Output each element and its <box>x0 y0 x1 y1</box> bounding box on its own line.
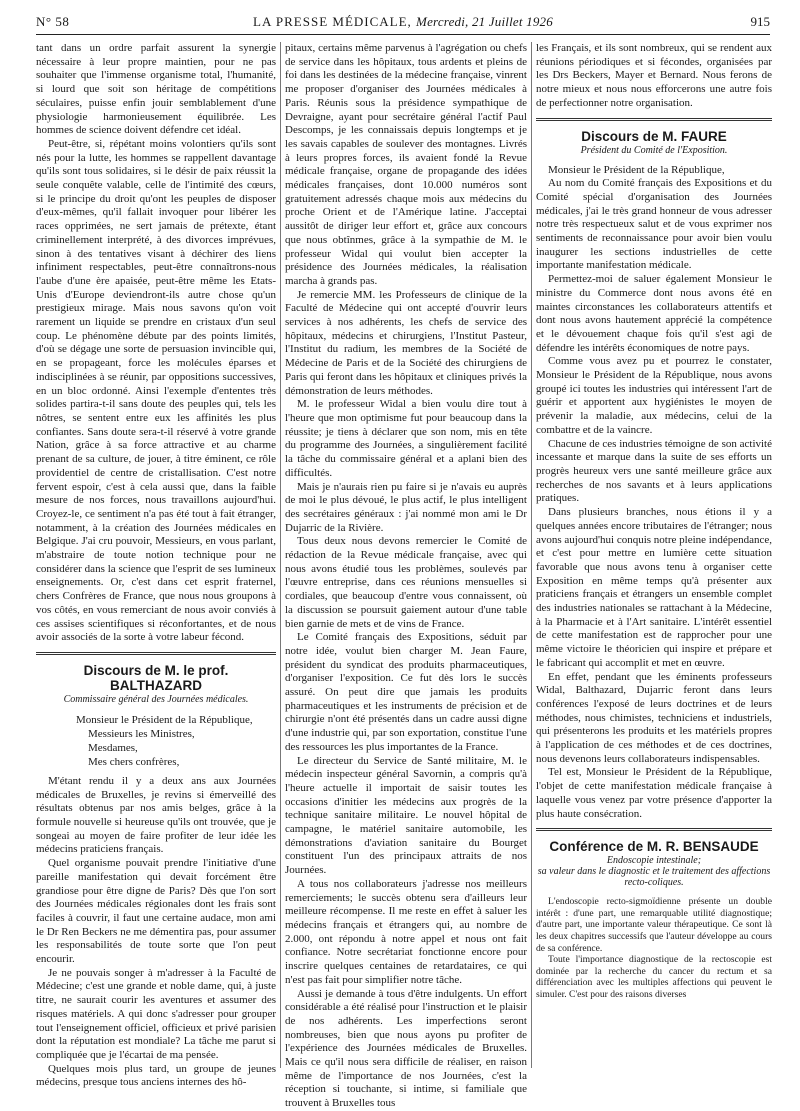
paragraph: Comme vous avez pu et pourrez le constater, Monsieur le Président de la République, nous avons groupé ici toutes les industries qui intéressent l'art de guérir et apportent aux hygiénistes le moyen de prévenir la maladie, aux médecins, celui de la combattre et de la vaincre. <box>536 355 772 436</box>
paragraph: Aussi je demande à tous d'être indulgents. Un effort considérable a été réalisé pour l'instruction et le plaisir de nos adhérents. Les imperfections seront nombreuses, bien que nous ayons pu profiter de l'expérience des Journées médicales de Bruxelles. Mais ce qu'il nous sera difficile de réaliser, en raison même de l'importance de nos Journées, c'est la réception si touchante, si intime, si familiale que trouvent à Bruxelles tous <box>285 987 527 1110</box>
paragraph: Je ne pouvais songer à m'adresser à la Faculté de Médecine; c'est une grande et noble dame, qui, à juste titre, ne saurait courir les aventures et assumer des risques matériels. A qui donc s'adresser pour grouper tout l'enseignement officiel, officieux et privé parisien dont la réputation est mondiale? La tâche me parut si compliquée que je l'écartai de ma pensée. <box>36 966 276 1061</box>
section-subtitle: Commissaire général des Journées médicales. <box>63 693 249 705</box>
section-title: Conférence de M. R. BENSAUDE <box>549 839 759 855</box>
paragraph: Peut-être, si, répétant moins volontiers qu'ils sont nés pour la lutte, les hommes se rappellent davantage qu'ils sont tous solidaires, si le désir de paix réussit la seule conquête valable, celle de l'intimité des cœurs, si le principe du droit qu'ont les peuples de disposer d'eux-mêmes, qu'il fallait invoquer pour libérer les races opprimées, ne sert jamais de prétexte, étant criminellement interprété, à des divorces imprévues, sinon à des tentatives visant à déchirer des liens infiniment respectables, peut-être connaîtrons-nous l'aube d'une ère apaisée, peut-être même les Etats-Unis d'Europe deviendront-ils autre chose qu'un prestigieux mirage. Mais nous savons qu'on voit rarement un liquide se prendre en cristaux d'un seul coup. Le phénomène débute par des points limités, d'où se dégage une sorte de persuasion invincible qui, en se propageant, force les molécules éparses et indisciplinées à se réunir, par oppositions successives, en un bloc ordonné. Ainsi l'exemple d'ententes très solides partira-t-il sans doute des peuples qui, tels les nôtres, se sentent entre eux les affinités les plus confiantes. Sans doute sera-t-il réservé à votre grande Nation, grâce à sa force attractive et au charme prenant de sa culture, de jouer, à titre éminent, ce rôle providentiel de centre de cristallisation. C'est notre fervent espoir, c'est à cela aussi que, dans la faible mesure de nos forces, nous travaillons aujourd'hui. Croyez-le, ce sentiment n'a pas été tout à fait étranger, notamment, à la création des Journées médicales en Belgique. J'ai cru pouvoir, Messieurs, en vous parlant, m'abstraire de toute notion technique pour ne considérer dans la science que l'esprit de ses lumineux enseignements. Or, c'est dans cet esprit fraternel, chers Confrères de France, que nous nous groupons à vos côtés, en vous remerciant de nous avoir conviés à ces assises scientifiques si réconfortantes, et de nous avoir associés de la sorte à votre labeur fécond. <box>36 137 276 644</box>
column-2 <box>285 42 527 1110</box>
paragraph: Mais je n'aurais rien pu faire si je n'avais eu auprès de moi le plus dévoué, le plus actif, le plus intelligent des secrétaires généraux : j'ai nommé mon ami le Dr Dujarric de la Rivière. <box>285 480 527 534</box>
salutation-line: Mesdames, <box>88 741 138 754</box>
page-header <box>36 12 770 35</box>
section-title: Discours de M. FAURE <box>581 128 727 144</box>
column-divider <box>280 42 281 1068</box>
salutation-line: Mes chers confrères, <box>88 755 180 768</box>
paragraph: En effet, pendant que les éminents professeurs Widal, Balthazard, Dujarric feront dans leurs conférences l'exposé de leurs doctrines et de leurs méthodes, nous chimistes, techniciens et industriels, qui présenterons les produits et les matériels propres à l'application de ces méthodes et de ces doctrines, nous devenons leurs collaborateurs indispensables. <box>536 670 772 765</box>
issue-number: N° 58 <box>36 14 70 29</box>
section-rule <box>536 118 772 121</box>
salutation-line: Monsieur le Président de la République, <box>548 163 725 176</box>
section-title: Discours de M. le prof. BALTHAZARD <box>83 662 229 693</box>
paragraph: les Français, et ils sont nombreux, qui se rendent aux réunions périodiques et si fécondes, organisées par les Drs Beckers, Mayer et Bernard. Nous ferons de notre mieux et nous nous efforcerons une autre fois de perfectionner notre organisation. <box>536 42 772 109</box>
paragraph: Toute l'importance diagnostique de la rectoscopie est dominée par la recherche du cancer du rectum et sa différenciation avec les multiples affections qui peuvent le simuler. C'est pour des raisons diverses <box>536 954 772 1001</box>
column-3 <box>536 42 772 1072</box>
paragraph: Quelques mois plus tard, un groupe de jeunes médecins, presque tous anciens internes des hô- <box>36 1062 276 1089</box>
column-1 <box>36 42 276 1089</box>
salutation-line: Messieurs les Ministres, <box>88 727 195 740</box>
paragraph: A tous nos collaborateurs j'adresse nos meilleurs remerciements; le succès obtenu sera d'ailleurs leur meilleure récompense. Il me reste en effet à saluer les médecins français et étrangers qui, au nombre de 2.000, ont répondu à notre appel et nous ont fait confiance. Notre secrétariat fonctionne encore pour inscrire quelques centaines de retardataires, ce qui n'est pas fait pour simplifier notre tâche. <box>285 877 527 986</box>
paragraph: tant dans un ordre parfait assurent la synergie nécessaire à leur propre maintien, pour ne pas souhaiter que l'immense organisme total, l'humanité, si lourd que soit son héritage de compétitions séculaires, puisse enfin jouir semblablement d'une physiologie harmonieusement équilibrée. Les hommes de science doivent défendre cet idéal. <box>36 42 276 137</box>
paragraph: Au nom du Comité français des Expositions et du Comité spécial d'organisation des Journées médicales, j'ai le très grand honneur de vous adresser notre très respectueux salut et de vous exprimer nos sentiments de reconnaissance pour avoir bien voulu inaugurer les sections industrielles de cette importante manifestation médicale. <box>536 177 772 272</box>
paragraph: Je remercie MM. les Professeurs de clinique de la Faculté de Médecine qui ont accepté d'ouvrir leurs services à nos adhérents, les chefs de service des hôpitaux, médecins et chirurgiens, l'Institut Pasteur, l'Institut du radium, les membres de la Société de Médecine de Paris et de la Société des chirurgiens de Paris qui feront dans les hôpitaux et cliniques privés la démonstration de leurs méthodes. <box>285 288 527 397</box>
paragraph: M'étant rendu il y a deux ans aux Journées médicales de Bruxelles, je revins si émerveillé des résultats obtenus par nos amis belges, grâce à la formule nouvelle si heureuse qu'ils ont trouvée, que je songeai au moyen de faire profiter de leur idée les médecins praticiens français. <box>36 774 276 856</box>
paragraph: Dans plusieurs branches, nous étions il y a quelques années encore tributaires de l'étranger; nous avons aujourd'hui conquis notre pleine indépendance, et c'est pour mettre en lumière cette situation favorable que nous avons tenu à organiser cette Exposition en même temps qu'à présenter aux praticiens français et étrangers un ensemble complet des industries nationales se rattachant à la Médecine, à la Pharmacie et à l'Art sanitaire. L'intérêt essentiel de cette manifestation est de rapprocher pour une même victoire le théoricien qui inspire et prépare et le fabricant qui accomplit et met en œuvre. <box>536 506 772 669</box>
paragraph: Chacune de ces industries témoigne de son activité incessante et marque dans la suite de ses efforts un progrès heureux vers une santé meilleure grâce aux recherches de nos savants et à leurs applications pratiques. <box>536 437 772 505</box>
paragraph: Tel est, Monsieur le Président de la République, l'objet de cette manifestation médicale française à laquelle vous venez par votre présence d'apporter la plus haute consécration. <box>536 766 772 820</box>
paragraph: Permettez-moi de saluer également Monsieur le ministre du Commerce dont nous avons été en maintes circonstances les collaborateurs attentifs et dont nous avons hautement apprécié la compétence et le dévouement chaque fois qu'il s'est agi de défendre les intérêts économiques de notre pays. <box>536 273 772 354</box>
paragraph: M. le professeur Widal a bien voulu dire tout à l'heure que mon optimisme fut pour beaucoup dans la réussite; je tiens à déclarer que son nom, mis en tête du programme des Journées, a singulièrement facilité la tâche du commissaire général et a aplani bien des difficultés. <box>285 398 527 479</box>
running-title <box>36 14 770 30</box>
section-rule <box>36 652 276 655</box>
paragraph: Le directeur du Service de Santé militaire, M. le médecin inspecteur général Savornin, a compris qu'à l'heure actuelle il importait de saisir toutes les occasions d'initier les médecins aux progrès de la technique sanitaire militaire. Le nouvel hôpital de campagne, le matériel sanitaire automobile, les démonstrations d'aviation sanitaire du Bourget constituent l'un des principaux attraits de nos Journées. <box>285 754 527 877</box>
paragraph: Le Comité français des Expositions, séduit par notre idée, voulut bien charger M. Jean Faure, président du syndicat des produits pharmaceutiques, d'organiser l'exposition. Ce fut dès lors le succès assuré. On peut dire que jamais les produits pharmaceutiques et les instruments de précision et de chirurgie n'ont été présentés dans un cadre aussi digne d'une industrie qui, par son exportation, constitue l'une des ressources les plus importantes de la France. <box>285 631 527 753</box>
section-rule <box>536 828 772 831</box>
paragraph: Tous deux nous devons remercier le Comité de rédaction de la Revue médicale française, avec qui nous avons étudié tous les problèmes, soulevés par l'œuvre entreprise, dans ces réunions mensuelles si cordiales, que beaucoup d'entre vous connaissent, où la discussion se poursuit gaiement autour d'une table bien garnie de mets et de vins de France. <box>285 535 527 630</box>
paragraph: Quel organisme pouvait prendre l'initiative d'une pareille manifestation qui devait forcément être grandiose pour être digne de Paris? Dès que l'on sort des Journées médicales régionales dont les frais sont faciles à couvrir, il faut une certaine audace, mon ami le Dr Ren Beckers ne me démentira pas, pour assumer les responsabilités de toute sorte que l'on peut encourir. <box>36 857 276 966</box>
section-subtitle: Endoscopie intestinale; <box>606 855 702 867</box>
paragraph: pitaux, certains même parvenus à l'agrégation ou chefs de service dans les hôpitaux, tous ardents et pleins de foi dans les destinées de la médecine française, vinrent me proposer d'organiser des Journées médicales à Paris. Réunis sous la présidence sympathique de Devraigne, ayant pour secrétaire général l'actif Paul Descomps, je les connaissais depuis longtemps et je les savais capables de soulever des montagnes. Livrés à leurs propres forces, ils avaient fondé la Revue médicale française, organe de propagande des idées médicales françaises, dont 10.000 numéros sont gratuitement adressés chaque mois aux médecins du proche Orient et de l'Amérique latine. J'acceptai aussitôt de diriger leur effort et, grâce aux concours que nous obtînmes, grâce à la sympathie de M. le professeur Widal qui voulut bien accepter la présidence des Journées médicales, la réalisation marcha à grands pas. <box>285 42 527 287</box>
section-subtitle: Président du Comité de l'Exposition. <box>580 144 728 156</box>
page-folio: 915 <box>750 14 770 29</box>
issue-date: Mercredi, 21 Juillet 1926 <box>416 14 553 29</box>
salutation <box>36 713 276 769</box>
section-subtitle: sa valeur dans le diagnostic et le traitement des affections recto-coliques. <box>537 866 771 889</box>
journal-name: LA PRESSE MÉDICALE, <box>253 14 412 29</box>
salutation-line: Monsieur le Président de la République, <box>76 713 253 726</box>
column-divider <box>531 42 532 1068</box>
paragraph: L'endoscopie recto-sigmoïdienne présente un double intérêt : d'une part, une remarquable utilité diagnostique; d'autre part, une importante valeur thérapeutique. Ce sont là les deux chapitres successifs que l'auteur développe au cours de sa conférence. <box>536 896 772 954</box>
